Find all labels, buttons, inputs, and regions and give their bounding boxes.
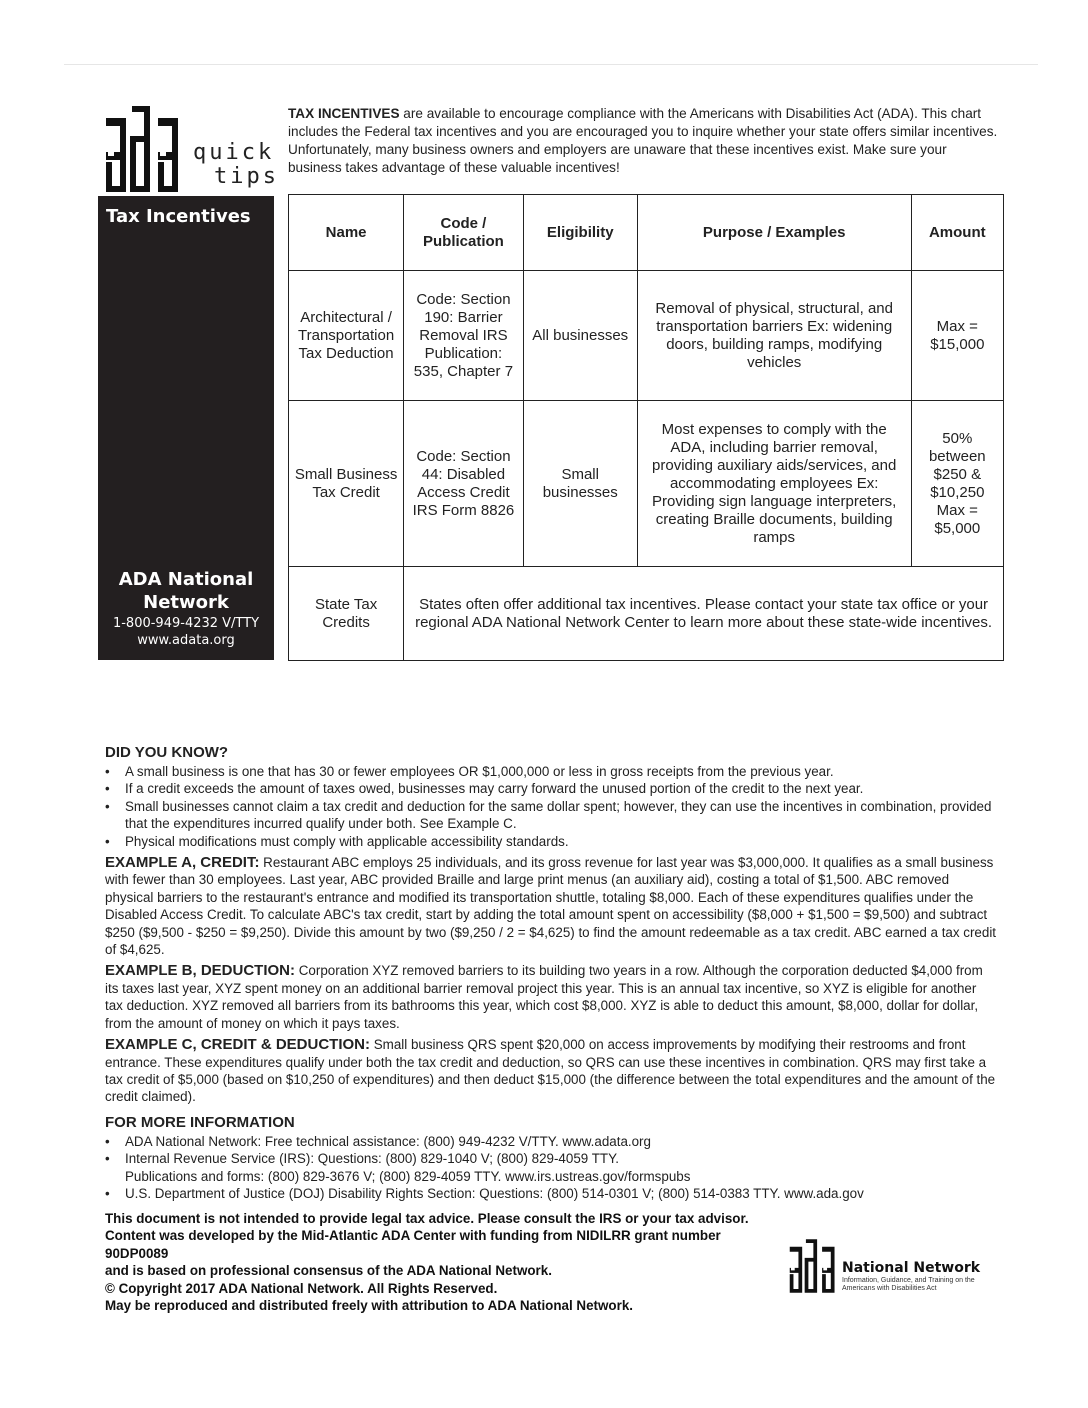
sidebar-title: Tax Incentives: [106, 206, 251, 227]
table-row: [289, 567, 1004, 661]
table-header-row: [289, 195, 1004, 271]
example-b-lead: EXAMPLE B, DEDUCTION:: [105, 962, 296, 980]
example-b-text: Corporation XYZ removed barriers to its building two years in a row. Although the corporation deducted $4,000 from its taxes last year, XYZ spent money on an additional barrier removal project this year. This is an annual tax incentive, so XYZ is eligible for another tax deduction. XYZ removed all barriers from its bathrooms this year, which cost $8,000. XYZ is able to deduct this amount, $8,000, dollar for dollar, from the amount of money on which it pays taxes.: [105, 963, 983, 1031]
example-a-lead: EXAMPLE A, CREDIT:: [105, 854, 260, 872]
irs-publications: Publications and forms: (800) 829-3676 V; (800) 829-4059 TTY. www.irs.ustreas.gov/formspubs: [125, 1168, 691, 1184]
footer-line: May be reproduced and distributed freely with attribution to ADA National Network.: [105, 1298, 633, 1314]
ada-national-network-logo-icon: [784, 1238, 844, 1294]
footer-disclaimer: [105, 1210, 785, 1314]
footer-line: and is based on professional consensus of the ADA National Network.: [105, 1263, 552, 1279]
cell-name: Small Business Tax Credit: [289, 401, 404, 567]
top-divider: [64, 64, 1038, 65]
cell-purpose: Removal of physical, structural, and transportation barriers Ex: widening doors, building ramps, modifying vehicles: [637, 271, 911, 401]
cell-name: Architectural / Transportation Tax Deduction: [289, 271, 404, 401]
example-c-text: Small business QRS spent $20,000 on access improvements by modifying their restrooms and front entrance. These expenditures qualify under both the tax credit and deduction, so QRS can use these incentives in combination. QRS may first take a tax credit of $5,000 (based on $10,250 of expenditures) and then deduct $15,000 (the difference between the total expenditures and the amount of the credit claimed).: [105, 1037, 996, 1105]
sidebar-network-line1: ADA National: [118, 569, 254, 590]
logo-word-tips: tips: [214, 164, 279, 189]
list-item: • Small businesses cannot claim a tax credit and deduction for the same dollar spent; however, they can use the incentives in combination, provided that the expenditures incurred qualify under both. See Example C.: [105, 798, 997, 833]
header-purpose: Purpose / Examples: [637, 195, 911, 271]
tax-incentives-table: [288, 194, 1004, 661]
footer-line: © Copyright 2017 ADA National Network. All Rights Reserved.: [105, 1280, 498, 1296]
cell-code: Code: Section 44: Disabled Access Credit IRS Form 8826: [404, 401, 524, 567]
header-amount: Amount: [911, 195, 1003, 271]
sidebar-network-line2: Network: [143, 592, 229, 613]
more-info-heading: FOR MORE INFORMATION: [105, 1113, 295, 1131]
did-you-know-heading: DID YOU KNOW?: [105, 744, 229, 761]
body-content: [105, 744, 997, 1206]
intro-lead: TAX INCENTIVES: [288, 106, 400, 121]
footer-line: This document is not intended to provide legal tax advice. Please consult the IRS or your tax advisor.: [105, 1211, 749, 1226]
cell-purpose: Most expenses to comply with the ADA, including barrier removal, providing auxiliary aids/services, and accommodating employees Ex: Providing sign language interpreters, creating Braille documents, building ramps: [637, 401, 911, 567]
table-row: [289, 401, 1004, 567]
list-item: • A small business is one that has 30 or fewer employees OR $1,000,000 or less in gross receipts from the previous year.: [105, 763, 997, 780]
example-c: [105, 1036, 997, 1106]
example-c-lead: EXAMPLE C, CREDIT & DEDUCTION:: [105, 1036, 371, 1054]
list-item: • ADA National Network: Free technical assistance: (800) 949-4232 V/TTY. www.adata.org: [105, 1133, 997, 1150]
intro-paragraph: [288, 105, 1000, 177]
cell-amount: 50% between $250 & $10,250 Max = $5,000: [911, 401, 1003, 567]
sidebar: [98, 196, 274, 660]
did-you-know-list: [105, 763, 997, 850]
cell-name: State Tax Credits: [289, 567, 404, 661]
more-info-list: [105, 1133, 997, 1203]
example-b: [105, 962, 997, 1032]
list-item: • Physical modifications must comply with applicable accessibility standards.: [105, 833, 997, 850]
example-a: [105, 854, 997, 958]
cell-eligibility: All businesses: [523, 271, 637, 401]
ada-logo-icon: [104, 104, 186, 194]
intro-text: are available to encourage compliance with the Americans with Disabilities Act (ADA). This chart includes the Federal tax incentives and you are encouraged you to inquire whether your state offers similar incentives. Unfortunately, many business owners and employers are unaware that these incentives exist. Make sure your business takes advantage of these valuable incentives!: [288, 106, 998, 175]
footer-line: Content was developed by the Mid-Atlantic ADA Center with funding from NIDILRR grant number 90DP0089: [105, 1228, 721, 1261]
cell-code: Code: Section 190: Barrier Removal IRS Publication: 535, Chapter 7: [404, 271, 524, 401]
header-name: Name: [289, 195, 404, 271]
list-item: [105, 1150, 997, 1185]
table-row: [289, 271, 1004, 401]
logo-word-quick: quick: [193, 140, 275, 165]
example-a-text: Restaurant ABC employs 25 individuals, and its gross revenue for last year was $3,000,000. It qualifies as a small business with fewer than 30 employees. Last year, ABC provided Braille and large print menus (an auxiliary aid), costing a total of $1,500. ABC removed physical barriers to the restaurant's entrance and modified its transportation shuttle, totaling $8,000. Each of these expenditures qualifies under the Disabled Access Credit. To calculate ABC's tax credit, start by adding the total amount spent on accessibility ($8,000 + $1,500 = $9,500) and subtract $250 ($9,500 - $250 = $9,250). Divide this amount by two ($9,250 / 2 = $4,625) to find the amount redeemable as a tax credit. ABC earned a tax credit of $4,625.: [105, 855, 997, 958]
sidebar-phone: 1-800-949-4232 V/TTY: [112, 616, 260, 631]
cell-amount: Max = $15,000: [911, 271, 1003, 401]
cell-state-note: States often offer additional tax incentives. Please contact your state tax office or your regional ADA National Network Center to learn more about these state-wide incentives.: [404, 567, 1004, 661]
list-item: • U.S. Department of Justice (DOJ) Disability Rights Section: Questions: (800) 514-0301 V; (800) 514-0383 TTY. www.ada.gov: [105, 1185, 997, 1202]
header-code: Code / Publication: [404, 195, 524, 271]
sidebar-web-link[interactable]: www.adata.org: [137, 633, 235, 648]
cell-eligibility: Small businesses: [523, 401, 637, 567]
irs-questions: Internal Revenue Service (IRS): Questions: (800) 829-1040 V; (800) 829-4059 TTY.: [125, 1151, 619, 1167]
list-item: • If a credit exceeds the amount of taxes owed, businesses may carry forward the unused portion of the credit to the next year.: [105, 780, 997, 797]
footer-logo-subtitle: Information, Guidance, and Training on the Americans with Disabilities Act: [842, 1277, 975, 1292]
sidebar-network-name: [98, 568, 274, 614]
footer-logo-title: National Network: [842, 1260, 981, 1276]
header-eligibility: Eligibility: [523, 195, 637, 271]
